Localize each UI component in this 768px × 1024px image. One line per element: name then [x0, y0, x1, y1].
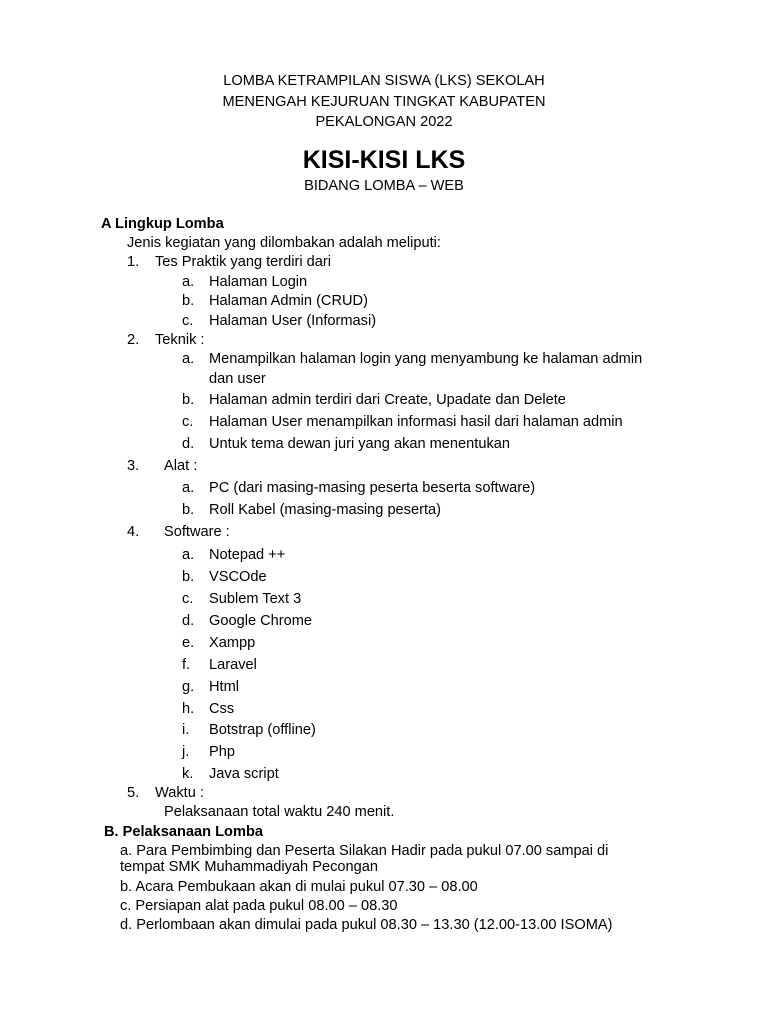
sub-letter: a. — [182, 274, 195, 290]
sub-item-continuation: dan user — [209, 371, 266, 387]
sub-letter: d. — [182, 436, 195, 452]
section-a-intro: Jenis kegiatan yang dilombakan adalah meliputi: — [127, 235, 441, 251]
sub-letter: a. — [182, 547, 195, 563]
sub-item-text: Halaman User (Informasi) — [209, 313, 377, 329]
sub-item-text: Google Chrome — [209, 613, 313, 629]
item-number: 2. — [127, 332, 140, 348]
sub-item-text: Untuk tema dewan juri yang akan menentukan — [209, 436, 510, 452]
item-label: Tes Praktik yang terdiri dari — [155, 254, 332, 270]
sub-letter: g. — [182, 679, 195, 695]
sub-item-text: VSCOde — [209, 569, 267, 585]
item-label: Waktu : — [155, 785, 204, 801]
section-b-item: a. Para Pembimbing dan Peserta Silakan Hadir pada pukul 07.00 sampai di — [120, 843, 609, 859]
header-line-1: LOMBA KETRAMPILAN SISWA (LKS) SEKOLAH — [223, 73, 545, 89]
sub-letter: b. — [182, 502, 195, 518]
item-number: 5. — [127, 785, 140, 801]
item-label: Alat : — [164, 458, 198, 474]
section-b-item: c. Persiapan alat pada pukul 08.00 – 08.30 — [120, 898, 398, 914]
sub-letter: d. — [182, 613, 195, 629]
header-line-2: MENENGAH KEJURUAN TINGKAT KABUPATEN — [222, 94, 546, 110]
sub-letter: c. — [182, 414, 194, 430]
section-b-heading: B. Pelaksanaan Lomba — [104, 824, 263, 840]
sub-letter: i. — [182, 722, 190, 738]
sub-letter: a. — [182, 351, 195, 367]
item-number: 3. — [127, 458, 140, 474]
sub-item-text: Laravel — [209, 657, 257, 673]
item-number: 4. — [127, 524, 140, 540]
section-b-item: d. Perlombaan akan dimulai pada pukul 08.30 – 13.30 (12.00-13.00 ISOMA) — [120, 917, 613, 933]
sub-item-text: Menampilkan halaman login yang menyambung ke halaman admin — [209, 351, 643, 367]
sub-letter: c. — [182, 313, 194, 329]
section-b-item: b. Acara Pembukaan akan di mulai pukul 07.30 – 08.00 — [120, 879, 478, 895]
sub-item-text: Halaman User menampilkan informasi hasil dari halaman admin — [209, 414, 623, 430]
sub-item-text: Css — [209, 701, 235, 717]
sub-letter: e. — [182, 635, 195, 651]
sub-letter: a. — [182, 480, 195, 496]
sub-letter: k. — [182, 766, 194, 782]
sub-item-text: Roll Kabel (masing-masing peserta) — [209, 502, 441, 518]
sub-item-text: Halaman admin terdiri dari Create, Upadate dan Delete — [209, 392, 566, 408]
document-title: KISI-KISI LKS — [302, 146, 466, 174]
item-note: Pelaksanaan total waktu 240 menit. — [164, 804, 395, 820]
sub-item-text: Php — [209, 744, 235, 760]
sub-letter: j. — [182, 744, 190, 760]
sub-letter: b. — [182, 392, 195, 408]
document-subtitle: BIDANG LOMBA – WEB — [304, 178, 464, 194]
sub-letter: h. — [182, 701, 195, 717]
sub-item-text: Halaman Admin (CRUD) — [209, 293, 368, 309]
sub-letter: f. — [182, 657, 191, 673]
item-number: 1. — [127, 254, 140, 270]
sub-item-text: Sublem Text 3 — [209, 591, 302, 607]
sub-item-text: Java script — [209, 766, 279, 782]
sub-letter: b. — [182, 569, 195, 585]
item-label: Software : — [164, 524, 230, 540]
sub-item-text: Html — [209, 679, 239, 695]
sub-item-text: PC (dari masing-masing peserta beserta software) — [209, 480, 536, 496]
section-a-heading: A Lingkup Lomba — [101, 216, 224, 232]
sub-item-text: Notepad ++ — [209, 547, 286, 563]
sub-item-text: Botstrap (offline) — [209, 722, 316, 738]
section-b-item-continuation: tempat SMK Muhammadiyah Pecongan — [120, 859, 378, 875]
header-line-3: PEKALONGAN 2022 — [315, 114, 453, 130]
sub-item-text: Halaman Login — [209, 274, 308, 290]
sub-item-text: Xampp — [209, 635, 256, 651]
item-label: Teknik : — [155, 332, 205, 348]
sub-letter: c. — [182, 591, 194, 607]
sub-letter: b. — [182, 293, 195, 309]
